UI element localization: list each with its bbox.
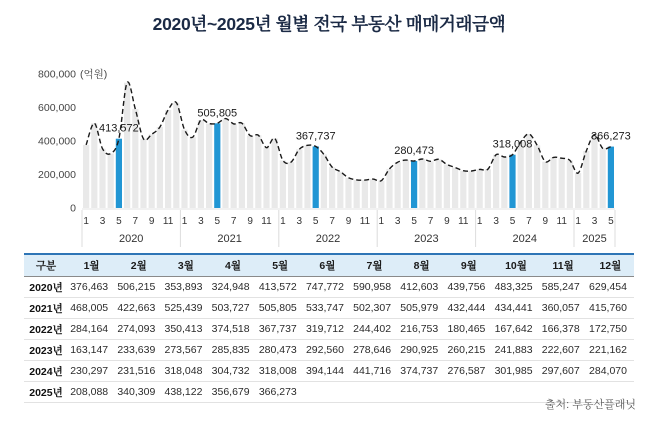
value-cell: 374,518 — [211, 323, 250, 335]
month-tick-label: 3 — [493, 216, 499, 227]
month-column-header: 10월 — [492, 254, 539, 277]
month-column-header: 8월 — [398, 254, 445, 277]
value-label-2023: 280,473 — [394, 145, 434, 157]
y-axis-tick-label: 400,000 — [38, 135, 76, 148]
value-cell: 367,737 — [258, 323, 297, 335]
bar-2022-m12 — [370, 179, 376, 208]
bar-2023-m6 — [419, 159, 425, 208]
bar-2023-m10 — [452, 168, 458, 209]
value-cell: 208,088 — [70, 386, 109, 398]
value-cell: 412,603 — [400, 281, 439, 293]
bar-2021-m4 — [206, 124, 212, 208]
year-label-2021: 2021 — [217, 233, 242, 245]
value-cell: 221,162 — [589, 344, 627, 356]
value-cell: 324,948 — [211, 281, 250, 293]
month-tick-label: 9 — [542, 216, 549, 227]
value-cell: 222,607 — [541, 344, 580, 356]
month-column-header: 3월 — [162, 254, 209, 277]
month-tick-label: 5 — [214, 216, 221, 227]
y-axis-unit-label: (억원) — [80, 68, 108, 81]
bar-2024-m1 — [477, 169, 483, 208]
bar-2021-m10 — [255, 135, 261, 208]
value-cell: 216,753 — [400, 323, 439, 335]
bar-2024-m12 — [567, 160, 573, 208]
month-tick-label: 3 — [296, 216, 303, 227]
table-row-2021년 — [24, 298, 634, 319]
bar-2025-m3 — [591, 135, 597, 208]
bar-2024-m3 — [493, 155, 499, 208]
bar-2024-m4 — [501, 157, 507, 208]
value-cell: 231,516 — [117, 365, 156, 377]
value-cell: 285,835 — [211, 344, 250, 356]
bar-2022-m11 — [362, 180, 368, 208]
bar-2023-m7 — [427, 161, 433, 208]
bar-2020-m9 — [149, 134, 155, 208]
year-label-2023: 2023 — [414, 233, 439, 245]
source-credit: 출처: 부동산플래닛 — [544, 399, 636, 411]
value-cell: 432,444 — [447, 302, 486, 314]
month-tick-label: 11 — [359, 216, 371, 227]
value-label-2025: 366,273 — [591, 130, 631, 143]
bar-2024-m11 — [559, 158, 565, 208]
year-row-label: 2020년 — [29, 281, 63, 294]
bar-2022-m4 — [304, 145, 310, 208]
y-axis-tick-label: 0 — [70, 202, 76, 215]
value-label-2022: 367,737 — [295, 130, 336, 143]
bar-2023-m12 — [468, 171, 474, 208]
value-cell: 533,747 — [305, 302, 344, 314]
value-cell: 233,639 — [117, 344, 156, 356]
trend-dashed-line — [86, 82, 611, 181]
month-column-header: 4월 — [209, 254, 256, 277]
bar-2021-m12 — [272, 138, 278, 208]
value-cell: 350,413 — [164, 323, 203, 335]
table-row-2022년 — [24, 319, 634, 340]
bar-2024-m8 — [534, 145, 540, 208]
value-cell: 441,716 — [353, 365, 392, 377]
month-column-header: 6월 — [304, 254, 351, 277]
bar-2022-m9 — [345, 178, 351, 208]
value-cell: 366,273 — [258, 386, 297, 398]
bar-2023-m2 — [386, 169, 392, 208]
value-cell: 301,985 — [494, 365, 533, 377]
value-cell: 434,441 — [494, 302, 533, 314]
bar-2022-m10 — [354, 180, 360, 208]
value-cell: 163,147 — [70, 344, 109, 356]
month-tick-label: 7 — [329, 216, 335, 227]
value-cell: 468,005 — [70, 302, 109, 314]
table-header-row — [24, 254, 634, 277]
month-tick-label: 1 — [181, 216, 188, 227]
value-cell — [351, 382, 398, 403]
bar-2021-m6 — [222, 119, 228, 208]
value-cell: 506,215 — [117, 281, 156, 293]
month-tick-label: 3 — [99, 216, 106, 227]
bar-2024-m5 — [509, 155, 515, 208]
bar-2023-m3 — [395, 162, 401, 208]
year-row-label: 2023년 — [29, 344, 63, 357]
value-cell: 439,756 — [447, 281, 486, 293]
value-cell — [304, 382, 351, 403]
month-tick-label: 3 — [198, 216, 204, 227]
value-cell: 415,760 — [589, 302, 627, 314]
month-tick-label: 11 — [162, 216, 174, 227]
bar-2022-m3 — [296, 149, 302, 208]
bar-2020-m12 — [173, 103, 179, 208]
value-cell: 276,587 — [447, 365, 486, 377]
value-cell: 502,307 — [353, 302, 392, 314]
year-label-2022: 2022 — [315, 233, 341, 245]
value-cell — [398, 382, 445, 403]
bar-2020-m4 — [108, 154, 114, 208]
value-cell: 290,925 — [400, 344, 439, 356]
month-tick-label: 3 — [591, 216, 598, 227]
table-row-2023년 — [24, 340, 634, 361]
y-axis-tick-label: 800,000 — [38, 68, 76, 81]
bar-2021-m9 — [247, 136, 253, 208]
month-tick-label: 7 — [230, 216, 237, 227]
value-cell: 280,473 — [258, 344, 297, 356]
month-column-header: 12월 — [587, 254, 634, 277]
bar-2024-m10 — [550, 157, 556, 208]
value-cell: 747,772 — [305, 281, 344, 293]
value-cell: 284,070 — [589, 365, 627, 377]
value-cell: 503,727 — [211, 302, 250, 314]
value-cell: 297,607 — [541, 365, 580, 377]
bar-2022-m7 — [329, 167, 335, 208]
month-tick-label: 1 — [378, 216, 385, 227]
y-axis-tick-label: 200,000 — [38, 169, 76, 181]
bar-2023-m9 — [444, 164, 450, 208]
bar-2023-m1 — [378, 181, 384, 208]
value-cell: 376,463 — [70, 281, 109, 293]
bar-2025-m1 — [575, 173, 581, 208]
month-tick-label: 7 — [427, 216, 434, 227]
value-cell: 260,215 — [447, 344, 486, 356]
value-cell: 304,732 — [211, 365, 250, 377]
bar-2022-m5 — [313, 146, 319, 208]
value-label-2021: 505,805 — [197, 107, 238, 120]
value-cell: 318,048 — [164, 365, 203, 377]
value-cell: 292,560 — [305, 344, 344, 356]
value-cell: 438,122 — [164, 386, 203, 398]
month-tick-label: 1 — [476, 216, 483, 227]
month-tick-label: 5 — [116, 216, 122, 227]
month-column-header: 11월 — [540, 254, 587, 277]
bar-2023-m4 — [403, 160, 409, 208]
month-tick-label: 5 — [608, 216, 614, 227]
month-tick-label: 11 — [556, 216, 567, 227]
year-label-2025: 2025 — [582, 233, 607, 245]
month-tick-label: 5 — [312, 216, 319, 227]
bar-2021-m8 — [239, 123, 245, 208]
value-cell: 274,093 — [117, 323, 156, 335]
value-cell: 629,454 — [589, 281, 627, 293]
table-row-2024년 — [24, 361, 634, 382]
value-cell: 241,883 — [494, 344, 533, 356]
month-column-header: 1월 — [68, 254, 115, 277]
bar-2022-m8 — [337, 172, 343, 208]
year-row-label: 2025년 — [29, 386, 63, 399]
month-tick-label: 9 — [247, 216, 253, 227]
value-cell: 590,958 — [353, 281, 392, 293]
value-cell: 356,679 — [211, 386, 250, 398]
value-cell: 278,646 — [353, 344, 392, 356]
value-cell: 353,893 — [164, 281, 203, 293]
y-axis-tick-label: 600,000 — [38, 102, 76, 114]
month-tick-label: 1 — [280, 216, 286, 227]
table-row-2025년 — [24, 382, 634, 403]
bar-2020-m5 — [116, 139, 122, 208]
bar-2021-m11 — [263, 148, 269, 208]
value-cell: 284,164 — [70, 323, 109, 335]
value-cell: 340,309 — [117, 386, 156, 398]
month-column-header: 7월 — [351, 254, 398, 277]
bar-2025-m5 — [608, 147, 614, 208]
value-cell: 374,737 — [400, 365, 439, 377]
chart-title: 2020년~2025년 월별 전국 부동산 매매거래금액 — [152, 14, 506, 34]
value-cell: 585,247 — [541, 281, 580, 293]
value-cell — [445, 382, 492, 403]
bar-2020-m3 — [99, 149, 105, 208]
year-label-2024: 2024 — [512, 233, 538, 245]
month-tick-label: 1 — [575, 216, 581, 227]
value-cell: 167,642 — [494, 323, 533, 335]
bar-2020-m6 — [124, 83, 130, 208]
value-cell: 244,402 — [353, 323, 392, 335]
bar-2023-m5 — [411, 161, 417, 208]
month-tick-label: 5 — [509, 216, 516, 227]
month-tick-label: 5 — [411, 216, 417, 227]
bar-2024-m6 — [518, 142, 524, 208]
bar-2023-m11 — [460, 171, 466, 208]
value-cell: 318,008 — [258, 365, 297, 377]
month-tick-label: 1 — [83, 216, 89, 227]
bar-2021-m1 — [181, 130, 187, 208]
bar-2022-m2 — [288, 162, 294, 208]
value-cell: 505,805 — [258, 302, 297, 314]
bar-2021-m3 — [198, 120, 204, 208]
month-tick-label: 11 — [458, 216, 469, 227]
corner-header: 구분 — [24, 254, 68, 277]
bar-2024-m2 — [485, 169, 491, 208]
value-cell: 172,750 — [589, 323, 627, 335]
month-column-header: 5월 — [257, 254, 304, 277]
value-cell: 394,144 — [305, 365, 344, 377]
year-label-2020: 2020 — [118, 233, 144, 245]
bar-2025-m2 — [583, 151, 589, 208]
value-cell: 230,297 — [70, 365, 109, 377]
value-cell: 319,712 — [305, 323, 344, 335]
bar-2024-m9 — [542, 162, 548, 208]
value-cell: 360,057 — [541, 302, 580, 314]
year-row-label: 2021년 — [29, 302, 63, 315]
value-cell: 273,567 — [164, 344, 203, 356]
month-column-header: 9월 — [445, 254, 492, 277]
bar-2022-m6 — [321, 154, 327, 208]
value-cell: 505,979 — [400, 302, 439, 314]
month-tick-label: 11 — [261, 216, 272, 227]
table-row-2020년 — [24, 277, 634, 298]
bar-2021-m5 — [214, 123, 220, 208]
value-label-2024: 318,008 — [492, 138, 533, 151]
bar-2020-m10 — [157, 127, 163, 208]
bar-2021-m7 — [231, 124, 237, 208]
value-cell: 525,439 — [164, 302, 203, 314]
value-cell: 422,663 — [117, 302, 156, 314]
bar-2025-m4 — [600, 148, 606, 208]
monthly-data-table — [24, 253, 634, 403]
month-tick-label: 9 — [148, 216, 155, 227]
bar-2020-m2 — [91, 123, 97, 208]
bar-2020-m11 — [165, 110, 171, 208]
value-cell — [492, 382, 539, 403]
bar-2020-m1 — [83, 145, 89, 208]
bar-2022-m1 — [280, 160, 286, 208]
value-cell: 180,465 — [447, 323, 486, 335]
month-tick-label: 7 — [132, 216, 139, 227]
year-row-label: 2022년 — [29, 323, 63, 336]
year-row-label: 2024년 — [29, 365, 63, 378]
bar-2021-m2 — [190, 137, 196, 208]
value-label-2020: 413,572 — [99, 122, 139, 135]
month-tick-label: 7 — [526, 216, 532, 227]
value-cell: 483,325 — [494, 281, 533, 293]
value-cell: 413,572 — [258, 281, 297, 293]
month-tick-label: 9 — [345, 216, 352, 227]
month-column-header: 2월 — [115, 254, 162, 277]
bar-2023-m8 — [436, 159, 442, 208]
month-tick-label: 3 — [394, 216, 401, 227]
value-cell: 166,378 — [541, 323, 580, 335]
month-tick-label: 9 — [444, 216, 450, 227]
bar-2020-m8 — [140, 139, 146, 208]
